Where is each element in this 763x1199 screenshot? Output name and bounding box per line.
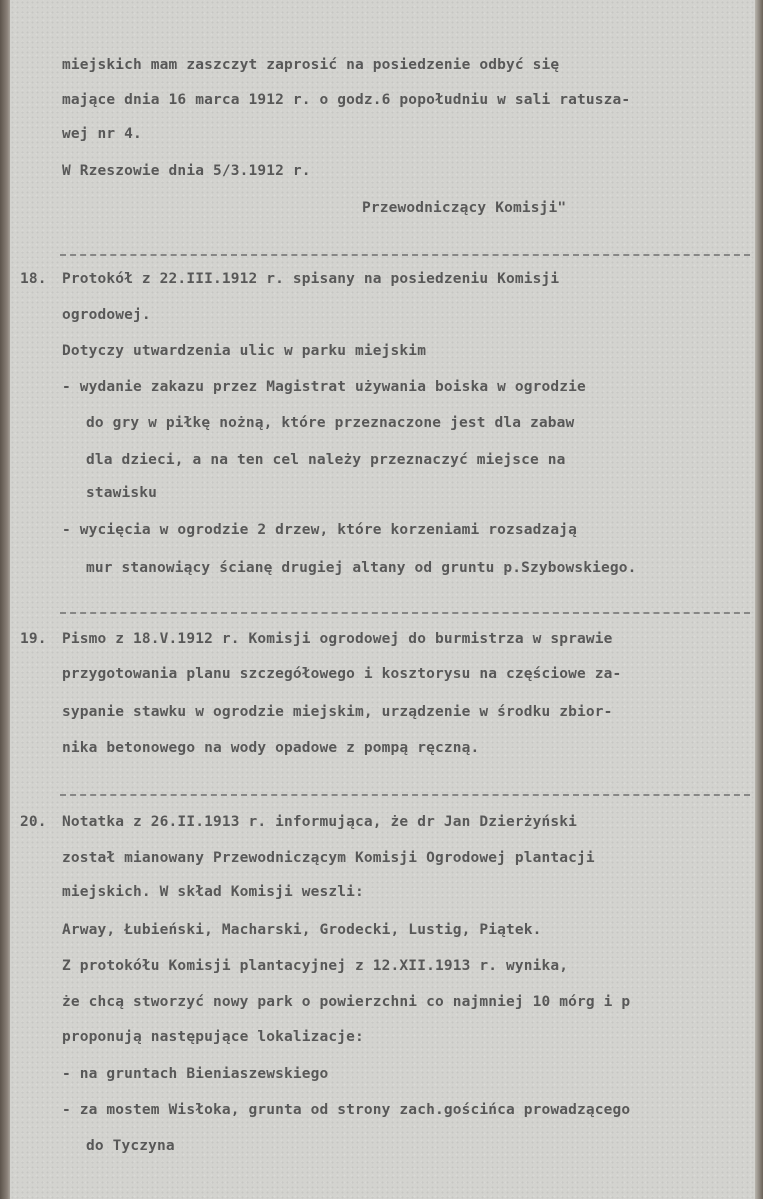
entry-20-line-10: do Tyczyna [86, 1138, 175, 1154]
entry-20-line-9: - za mostem Wisłoka, grunta od strony zach.gościńca prowadzącego [62, 1102, 631, 1118]
document-page [10, 0, 755, 1199]
entry-18-line-8: - wycięcia w ogrodzie 2 drzew, które korzeniami rozsadzają [62, 522, 578, 538]
entry-20-line-3: miejskich. W skład Komisji weszli: [62, 884, 364, 900]
entry-19-line-4: nika betonowego na wody opadowe z pompą ręczną. [62, 740, 480, 756]
intro-line-2: mające dnia 16 marca 1912 r. o godz.6 popołudniu w sali ratusza- [62, 92, 631, 108]
entry-18-line-4: - wydanie zakazu przez Magistrat używania boiska w ogrodzie [62, 379, 586, 395]
entry-18-line-6: dla dzieci, a na ten cel należy przeznaczyć miejsce na [86, 452, 566, 468]
entry-18-line-9: mur stanowiący ścianę drugiej altany od gruntu p.Szybowskiego. [86, 560, 637, 576]
entry-20-line-7: proponują następujące lokalizacje: [62, 1029, 364, 1045]
entry-20-number: 20. [20, 814, 47, 830]
separator-line [60, 612, 750, 614]
entry-19-line-1: Pismo z 18.V.1912 r. Komisji ogrodowej do burmistrza w sprawie [62, 631, 613, 647]
intro-line-3: wej nr 4. [62, 126, 142, 142]
intro-line-1: miejskich mam zaszczyt zaprosić na posiedzenie odbyć się [62, 57, 560, 73]
entry-18-line-2: ogrodowej. [62, 307, 151, 323]
page-right-edge [755, 0, 763, 1199]
entry-18-line-3: Dotyczy utwardzenia ulic w parku miejskim [62, 343, 427, 359]
entry-18-line-1: Protokół z 22.III.1912 r. spisany na posiedzeniu Komisji [62, 271, 560, 287]
entry-18-number: 18. [20, 271, 47, 287]
entry-20-line-8: - na gruntach Bieniaszewskiego [62, 1066, 329, 1082]
entry-19-line-3: sypanie stawku w ogrodzie miejskim, urządzenie w środku zbior- [62, 704, 613, 720]
entry-19-number: 19. [20, 631, 47, 647]
separator-line [60, 794, 750, 796]
entry-20-line-5: Z protokółu Komisji plantacyjnej z 12.XII.1913 r. wynika, [62, 958, 569, 974]
entry-20-line-2: został mianowany Przewodniczącym Komisji Ogrodowej plantacji [62, 850, 595, 866]
entry-20-line-4: Arway, Łubieński, Macharski, Grodecki, Lustig, Piątek. [62, 922, 542, 938]
entry-20-line-6: że chcą stworzyć nowy park o powierzchni co najmniej 10 mórg i p [62, 994, 631, 1010]
entry-20-line-1: Notatka z 26.II.1913 r. informująca, że dr Jan Dzierżyński [62, 814, 578, 830]
entry-18-line-5: do gry w piłkę nożną, które przeznaczone jest dla zabaw [86, 415, 575, 431]
entry-18-line-7: stawisku [86, 485, 158, 501]
intro-signature: Przewodniczący Komisji" [362, 200, 567, 216]
intro-date-line: W Rzeszowie dnia 5/3.1912 r. [62, 163, 311, 179]
entry-19-line-2: przygotowania planu szczegółowego i kosztorysu na częściowe za- [62, 666, 622, 682]
separator-line [60, 254, 750, 256]
